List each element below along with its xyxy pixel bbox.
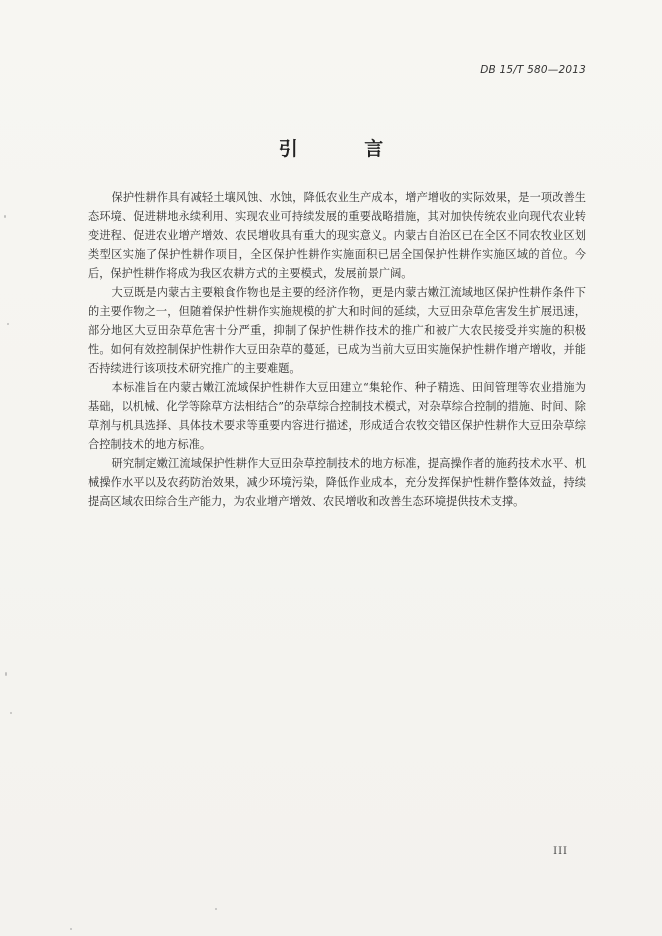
scan-speck [5, 672, 7, 676]
paragraph: 本标准旨在内蒙古嫩江流域保护性耕作大豆田建立“集轮作、种子精选、田间管理等农业措施为基础，以机械、化学等除草方法相结合”的杂草综合控制技术模式，对杂草综合控制的措施、时间、除草剂与机具选择、具体技术要求等重要内容进行描述，形成适合农牧交错区保护性耕作大豆田杂草综合控制技术的地方标准。 [88, 381, 586, 451]
page-number: III [553, 846, 568, 857]
page-title: 引 言 [278, 138, 414, 160]
scan-speck [215, 908, 217, 910]
scan-speck [10, 712, 12, 714]
paragraph: 保护性耕作具有减轻土壤风蚀、水蚀，降低农业生产成本，增产增收的实际效果，是一项改善生态环境、促进耕地永续利用、实现农业可持续发展的重要战略措施，其对加快传统农业向现代农业转变进程、促进农业增产增效、农民增收具有重大的现实意义。内蒙古自治区已在全区不同农牧业区划类型区实施了保护性耕作项目，全区保护性耕作实施面积已居全国保护性耕作实施区域的首位。今后，保护性耕作将成为我区农耕方式的主要模式，发展前景广阔。 [88, 191, 586, 280]
standard-code: DB 15/T 580—2013 [480, 64, 586, 76]
paragraph: 研究制定嫩江流域保护性耕作大豆田杂草控制技术的地方标准，提高操作者的施药技术水平、机械操作水平以及农药防治效果，减少环境污染，降低作业成本，充分发挥保护性耕作整体效益，持续提高区域农田综合生产能力，为农业增产增效、农民增收和改善生态环境提供技术支撑。 [88, 457, 586, 508]
introduction-body [88, 188, 586, 511]
scan-speck [4, 215, 6, 218]
scan-speck [70, 928, 72, 930]
scan-speck [7, 323, 9, 325]
paragraph: 大豆既是内蒙古主要粮食作物也是主要的经济作物，更是内蒙古嫩江流域地区保护性耕作条件下的主要作物之一，但随着保护性耕作实施规模的扩大和时间的延续，大豆田杂草危害发生扩展迅速，部分地区大豆田杂草危害十分严重，抑制了保护性耕作技术的推广和被广大农民接受并实施的积极性。如何有效控制保护性耕作大豆田杂草的蔓延，已成为当前大豆田实施保护性耕作增产增收，并能否持续进行该项技术研究推广的主要难题。 [88, 286, 586, 375]
